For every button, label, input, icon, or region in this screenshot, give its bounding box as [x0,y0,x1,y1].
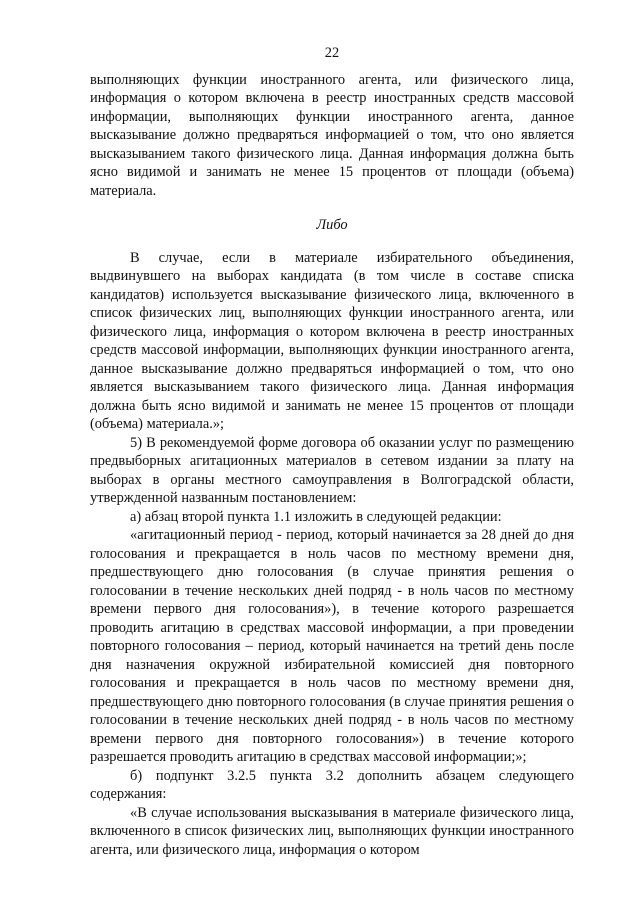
paragraph-subitem-a: а) абзац второй пункта 1.1 изложить в следующей редакции: [130,508,502,525]
paragraph-subitem-b: б) подпункт 3.2.5 пункта 3.2 дополнить абзацем следующего содержания: [90,767,574,802]
page-number: 22 [324,45,340,61]
paragraph-item-5: 5) В рекомендуемой форме договора об оказании услуг по размещению предвыборных агитационных материалов в сетевом издании за плату на выборах в органы местного самоуправления в Волгоградской области, утвержденной названным постановлением: [90,434,574,506]
paragraph-agitation-period: «агитационный период - период, который начинается за 28 дней до дня голосования и прекращается в ноль часов по местному времени дня, предшествующего дню голосования (в случае принятия решения о голосовании в течение нескольких дней подряд - в ноль часов по местному времени первого дня голосования»), в течение которого разрешается проводить агитацию в средствах массовой информации, а при проведении повторного голосования – период, который начинается на третий день после дня назначения окружной избирательной комиссией дня повторного голосования и прекращается в ноль часов по местному времени дня, предшествующего дню повторного голосования (в случае принятия решения о голосовании в течение нескольких дней подряд - в ноль часов по местному времени первого дня повторного голосования») в течение которого разрешается проводить агитацию в средствах массовой информации;»; [90,527,574,765]
paragraph-alternative-text: В случае, если в материале избирательного объединения, выдвинувшего на выборах кандидата (в том числе в составе списка кандидатов) используется высказывание физического лица, включенного в список физических лиц, выполняющих функции иностранного агента, или физического лица, информация о котором включена в реестр иностранных средств массовой информации, выполняющих функции иностранного агента, данное высказывание должно предваряться информацией о том, что оно является высказыванием такого физического лица. Данная информация должна быть ясно видимой и занимать не менее 15 процентов от площади (объема) материала.»; [90,249,574,432]
paragraph-quote-start: «В случае использования высказывания в материале физического лица, включенного в список физических лиц, выполняющих функции иностранного агента, или физического лица, информация о котором [90,804,574,858]
document-page [90,44,574,859]
paragraph-continuation: выполняющих функции иностранного агента, или физического лица, информация о котором включена в реестр иностранных средств массовой информации, выполняющих функции иностранного агента, данное высказывание должно предваряться информацией о том, что оно является высказыванием такого физического лица. Данная информация должна быть ясно видимой и занимать не менее 15 процентов от площади (объема) материала. [90,71,574,199]
section-heading-libo: Либо [316,217,348,233]
